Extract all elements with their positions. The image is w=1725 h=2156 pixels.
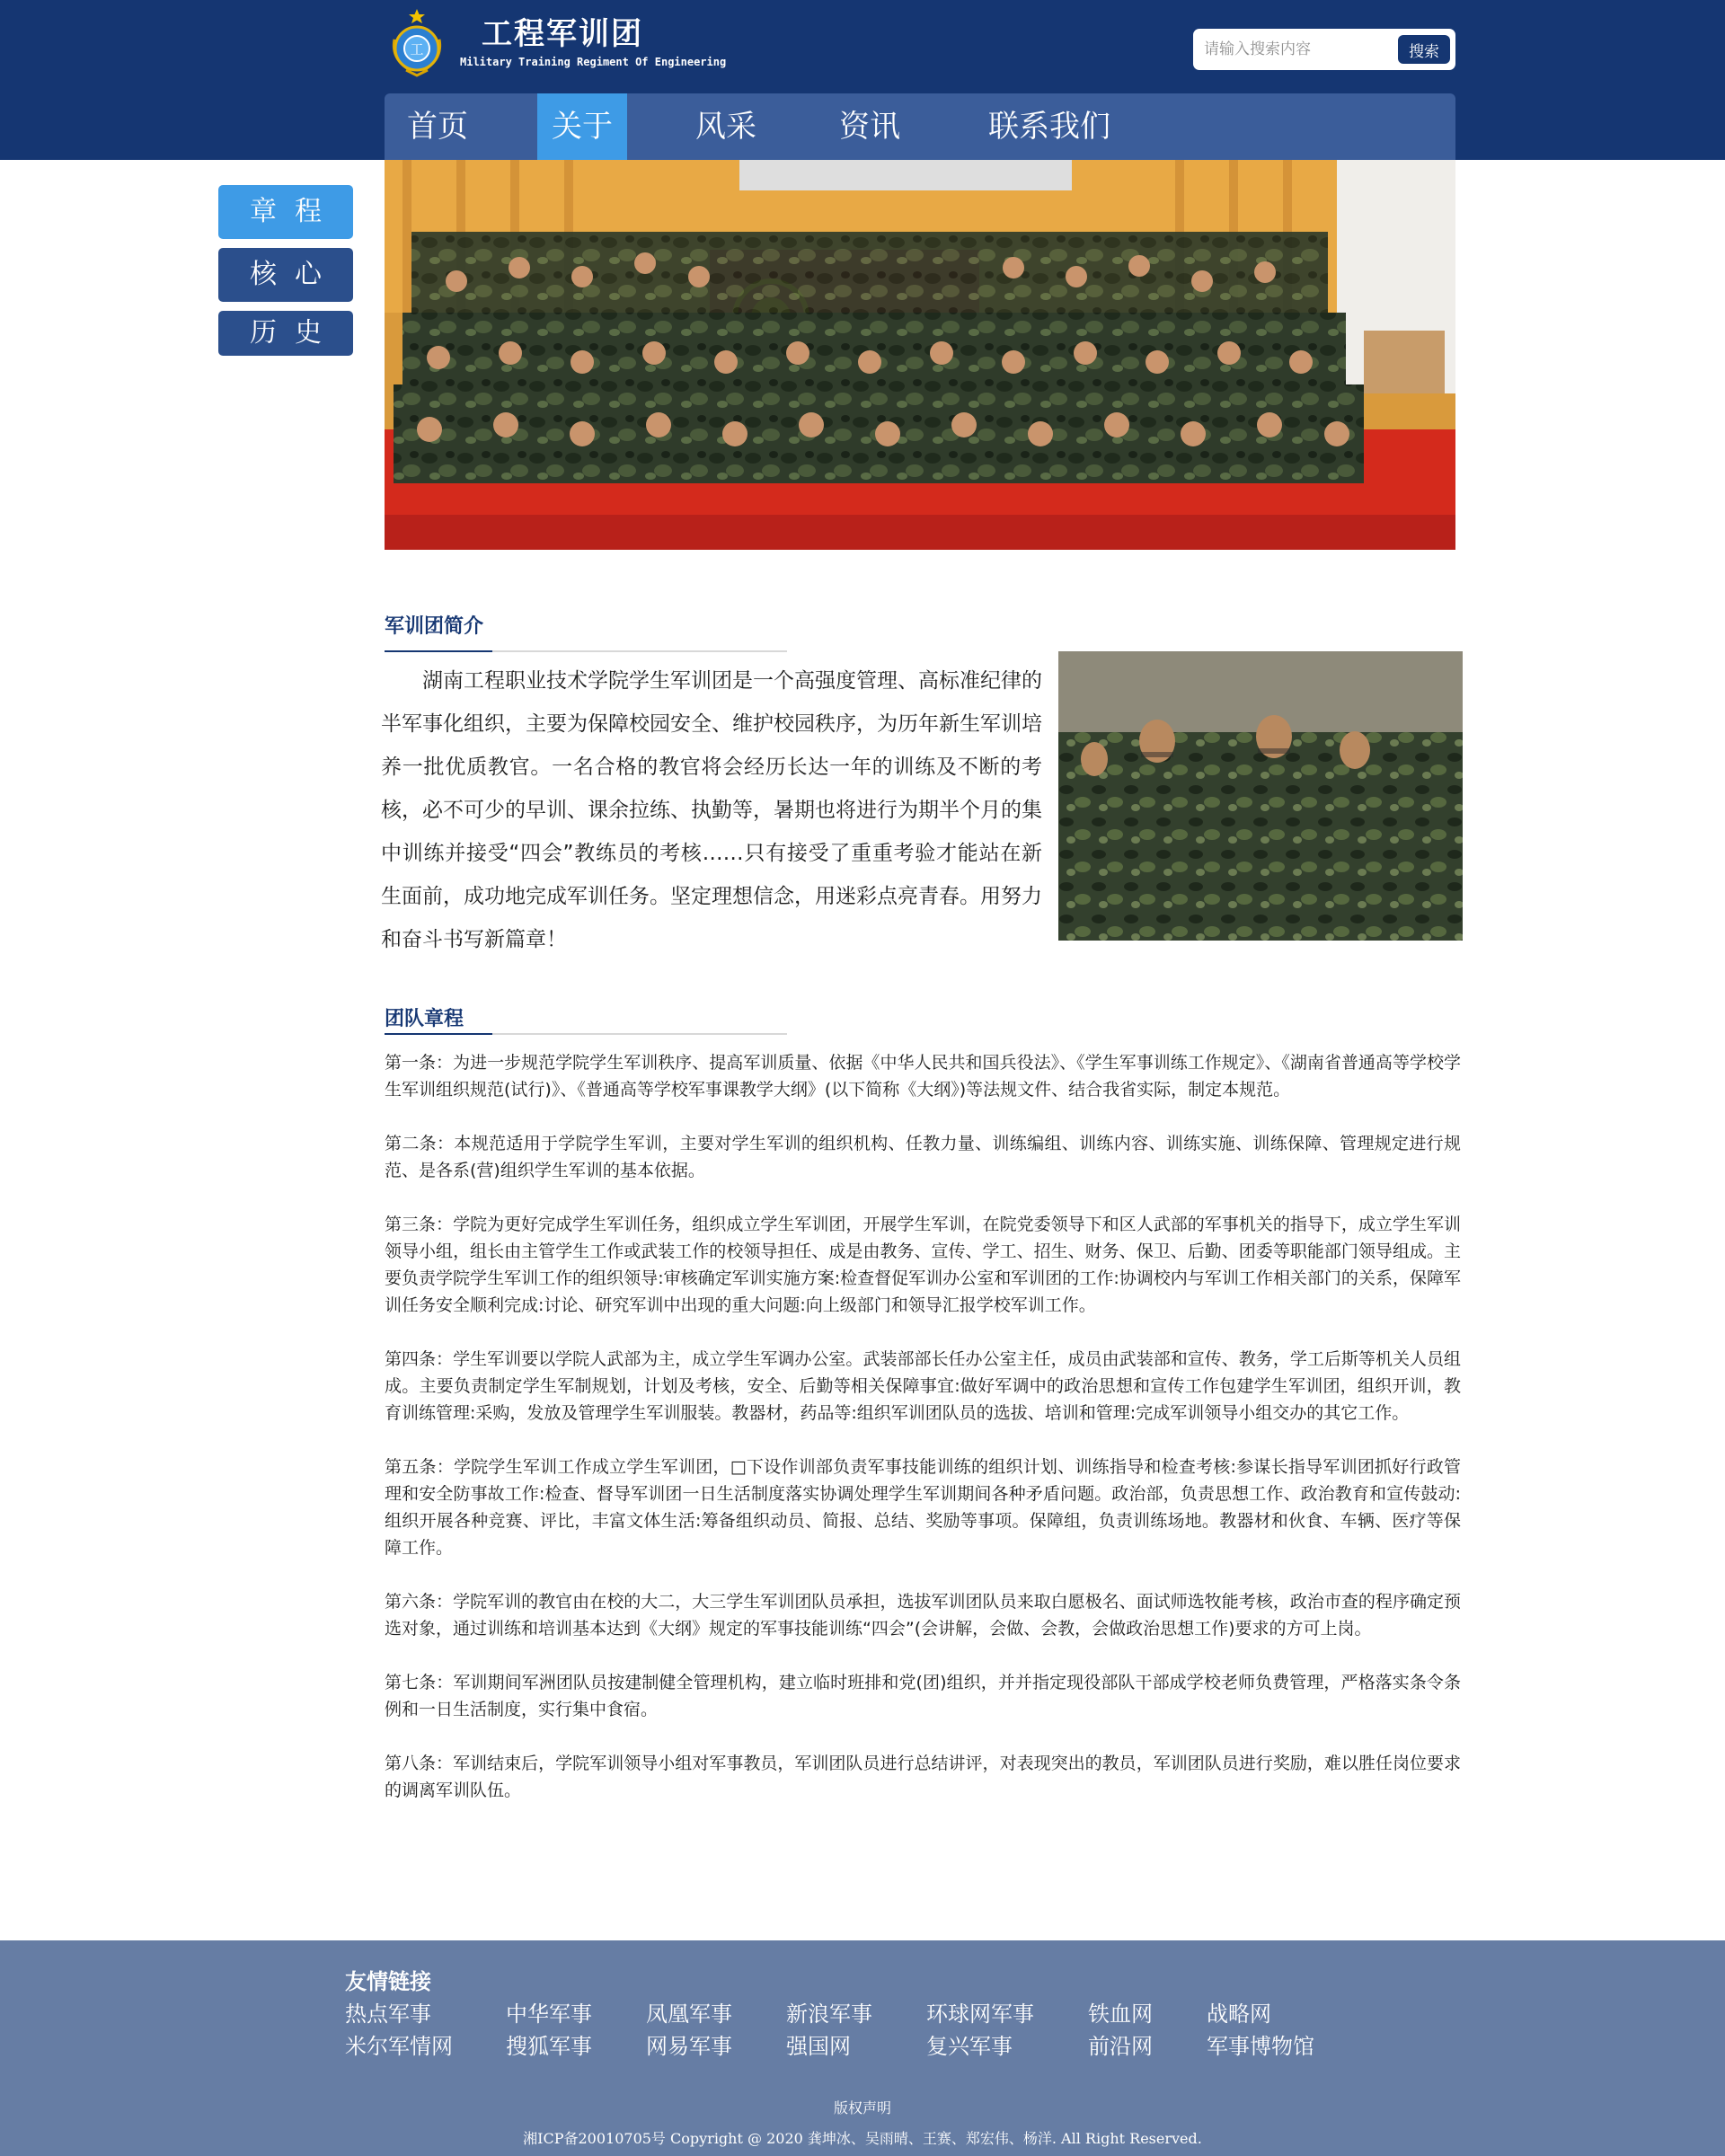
nav-item-news[interactable]: 资讯	[839, 109, 900, 145]
footer-link[interactable]: 搜狐军事	[506, 2034, 592, 2059]
charter-article: 第六条：学院军训的教官由在校的大二，大三学生军训团队员承担，选拔军训团队员来取白愿极名、面试师选牧能考核，政治市查的程序确定预选对象，通过训练和培训基本达到《大纲》规定的军事技能训练“四会”(会讲解，会做、会教，会做政治思想工作)要求的方可上岗。	[385, 1592, 1461, 1639]
footer-link[interactable]: 军事博物馆	[1207, 2034, 1314, 2059]
nav-item-about[interactable]: 关于	[537, 93, 627, 160]
nav-item-contact[interactable]: 联系我们	[988, 109, 1110, 145]
footer-link[interactable]: 米尔军情网	[345, 2034, 453, 2059]
intro-title: 军训团简介	[385, 615, 484, 638]
search-input[interactable]	[1204, 36, 1393, 63]
nav-item-style[interactable]: 风采	[695, 109, 756, 145]
intro-training-photo	[1058, 651, 1463, 941]
footer-link[interactable]: 热点军事	[345, 2001, 431, 2027]
footer-link[interactable]: 铁血网	[1088, 2001, 1153, 2027]
charter-article: 第五条：学院学生军训工作成立学生军训团，□下设作训部负责军事技能训练的组织计划、训练指导和检查考核:参谋长指导军训团抓好行政管理和安全防事故工作:检查、督导军训团一日生活制度落实协调处理学生军训期间各种矛盾问题。政治部，负责思想工作、政治教育和宣传鼓动:组织开展各种竞赛、评比，丰富文体生活:筹备组织动员、简报、总结、奖励等事项。保障组，负责训练场地。教器材和伙食、车辆、医疗等保障工作。	[385, 1457, 1461, 1558]
svg-text:工: 工	[410, 41, 424, 57]
charter-article: 第二条：本规范适用于学院学生军训，主要对学生军训的组织机构、任教力量、训练编组、训练内容、训练实施、训练保障、管理规定进行规范、是各系(营)组织学生军训的基本依据。	[385, 1134, 1461, 1180]
site-footer	[0, 1940, 1725, 2156]
copyright-title[interactable]: 版权声明	[833, 2099, 891, 2116]
side-item-charter[interactable]: 章程	[218, 185, 353, 239]
footer-link[interactable]: 网易军事	[646, 2034, 732, 2059]
site-subtitle: Military Training Regiment Of Engineering	[460, 56, 727, 68]
charter-article: 第七条：军训期间军洲团队员按建制健全管理机构，建立临时班排和党(团)组织，并并指定现役部队干部成学校老师负费管理，严格落实条令条例和一日生活制度，实行集中食宿。	[385, 1673, 1461, 1719]
main-nav	[385, 93, 1455, 160]
footer-link[interactable]: 中华军事	[506, 2001, 592, 2027]
intro-text: 湖南工程职业技术学院学生军训团是一个高强度管理、高标准纪律的半军事化组织，主要为保障校园安全、维护校园秩序，为历年新生军训培养一批优质教官。一名合格的教官将会经历长达一年的训练及不断的考核，必不可少的早训、课余拉练、执勤等，暑期也将进行为期半个月的集中训练并接受“四会”教练员的考核……只有接受了重重考验才能站在新生面前，成功地完成军训任务。坚定理想信念，用迷彩点亮青春。用努力和奋斗书写新篇章！	[381, 669, 1042, 951]
nav-item-home[interactable]: 首页	[407, 109, 468, 145]
search-box	[1193, 29, 1455, 70]
side-item-core[interactable]: 核心	[218, 248, 353, 302]
search-button[interactable]: 搜索	[1398, 35, 1450, 64]
footer-link[interactable]: 前沿网	[1088, 2034, 1153, 2059]
charter-article: 第八条：军训结束后，学院军训领导小组对军事教员，军训团队员进行总结讲评，对表现突出的教员，军训团队员进行奖励，难以胜任岗位要求的调离军训队伍。	[385, 1754, 1461, 1800]
banner-group-photo	[385, 160, 1455, 550]
charter-articles	[385, 1049, 1461, 1831]
footer-link[interactable]: 战略网	[1207, 2001, 1271, 2027]
footer-link[interactable]: 强国网	[786, 2034, 851, 2059]
footer-link[interactable]: 环球网军事	[926, 2001, 1034, 2027]
friend-links-title: 友情链接	[345, 1969, 431, 1994]
footer-link[interactable]: 凤凰军事	[646, 2001, 732, 2027]
site-header	[0, 0, 1725, 160]
side-item-history[interactable]: 历史	[218, 311, 353, 356]
charter-article: 第一条：为进一步规范学院学生军训秩序、提高军训质量、依据《中华人民共和国兵役法》、《学生军事训练工作规定》、《湖南省普通高等学校学生军训组织规范(试行)》、《普通高等学校军事课教学大纲》(以下简称《大纲》)等法规文件、结合我省实际，制定本规范。	[385, 1053, 1461, 1100]
footer-link[interactable]: 复兴军事	[926, 2034, 1013, 2059]
copyright-text: 湘ICP备20010705号 Copyright @ 2020 龚坤冰、吴雨晴、王赛、郑宏伟、杨洋. All Right Reserved.	[523, 2130, 1202, 2147]
charter-article: 第三条：学院为更好完成学生军训任务，组织成立学生军训团，开展学生军训，在院党委领导下和区人武部的军事机关的指导下，成立学生军训领导小组，组长由主管学生工作或武装工作的校领导担任、成是由教务、宣传、学工、招生、财务、保卫、后勤、团委等职能部门领导组成。主要负责学院学生军训工作的组织领导:审核确定军训实施方案:检查督促军训办公室和军训团的工作:协调校内与军训工作相关部门的关系，保障军训任务安全顺利完成:讨论、研究军训中出现的重大问题:向上级部门和领导汇报学校军训工作。	[385, 1215, 1461, 1315]
intro-title-underline	[385, 650, 787, 652]
charter-title: 团队章程	[385, 1008, 464, 1030]
charter-article: 第四条：学生军训要以学院人武部为主，成立学生军调办公室。武装部部长任办公室主任，成员由武装部和宣传、教务，学工后斯等机关人员组成。主要负责制定学生军制规划，计划及考核，安全、后勤等相关保障事宜:做好军调中的政治思想和宣传工作包建学生军训团，组织开训，教育训练管理:采购，发放及管理学生军训服装。教器材，药品等:组织军训团队员的选拔、培训和管理:完成军训领导小组交办的其它工作。	[385, 1349, 1461, 1423]
charter-title-underline	[385, 1033, 787, 1035]
site-title: 工程军训团	[482, 16, 643, 52]
regiment-emblem-icon[interactable]	[385, 7, 449, 77]
footer-link[interactable]: 新浪军事	[786, 2001, 872, 2027]
